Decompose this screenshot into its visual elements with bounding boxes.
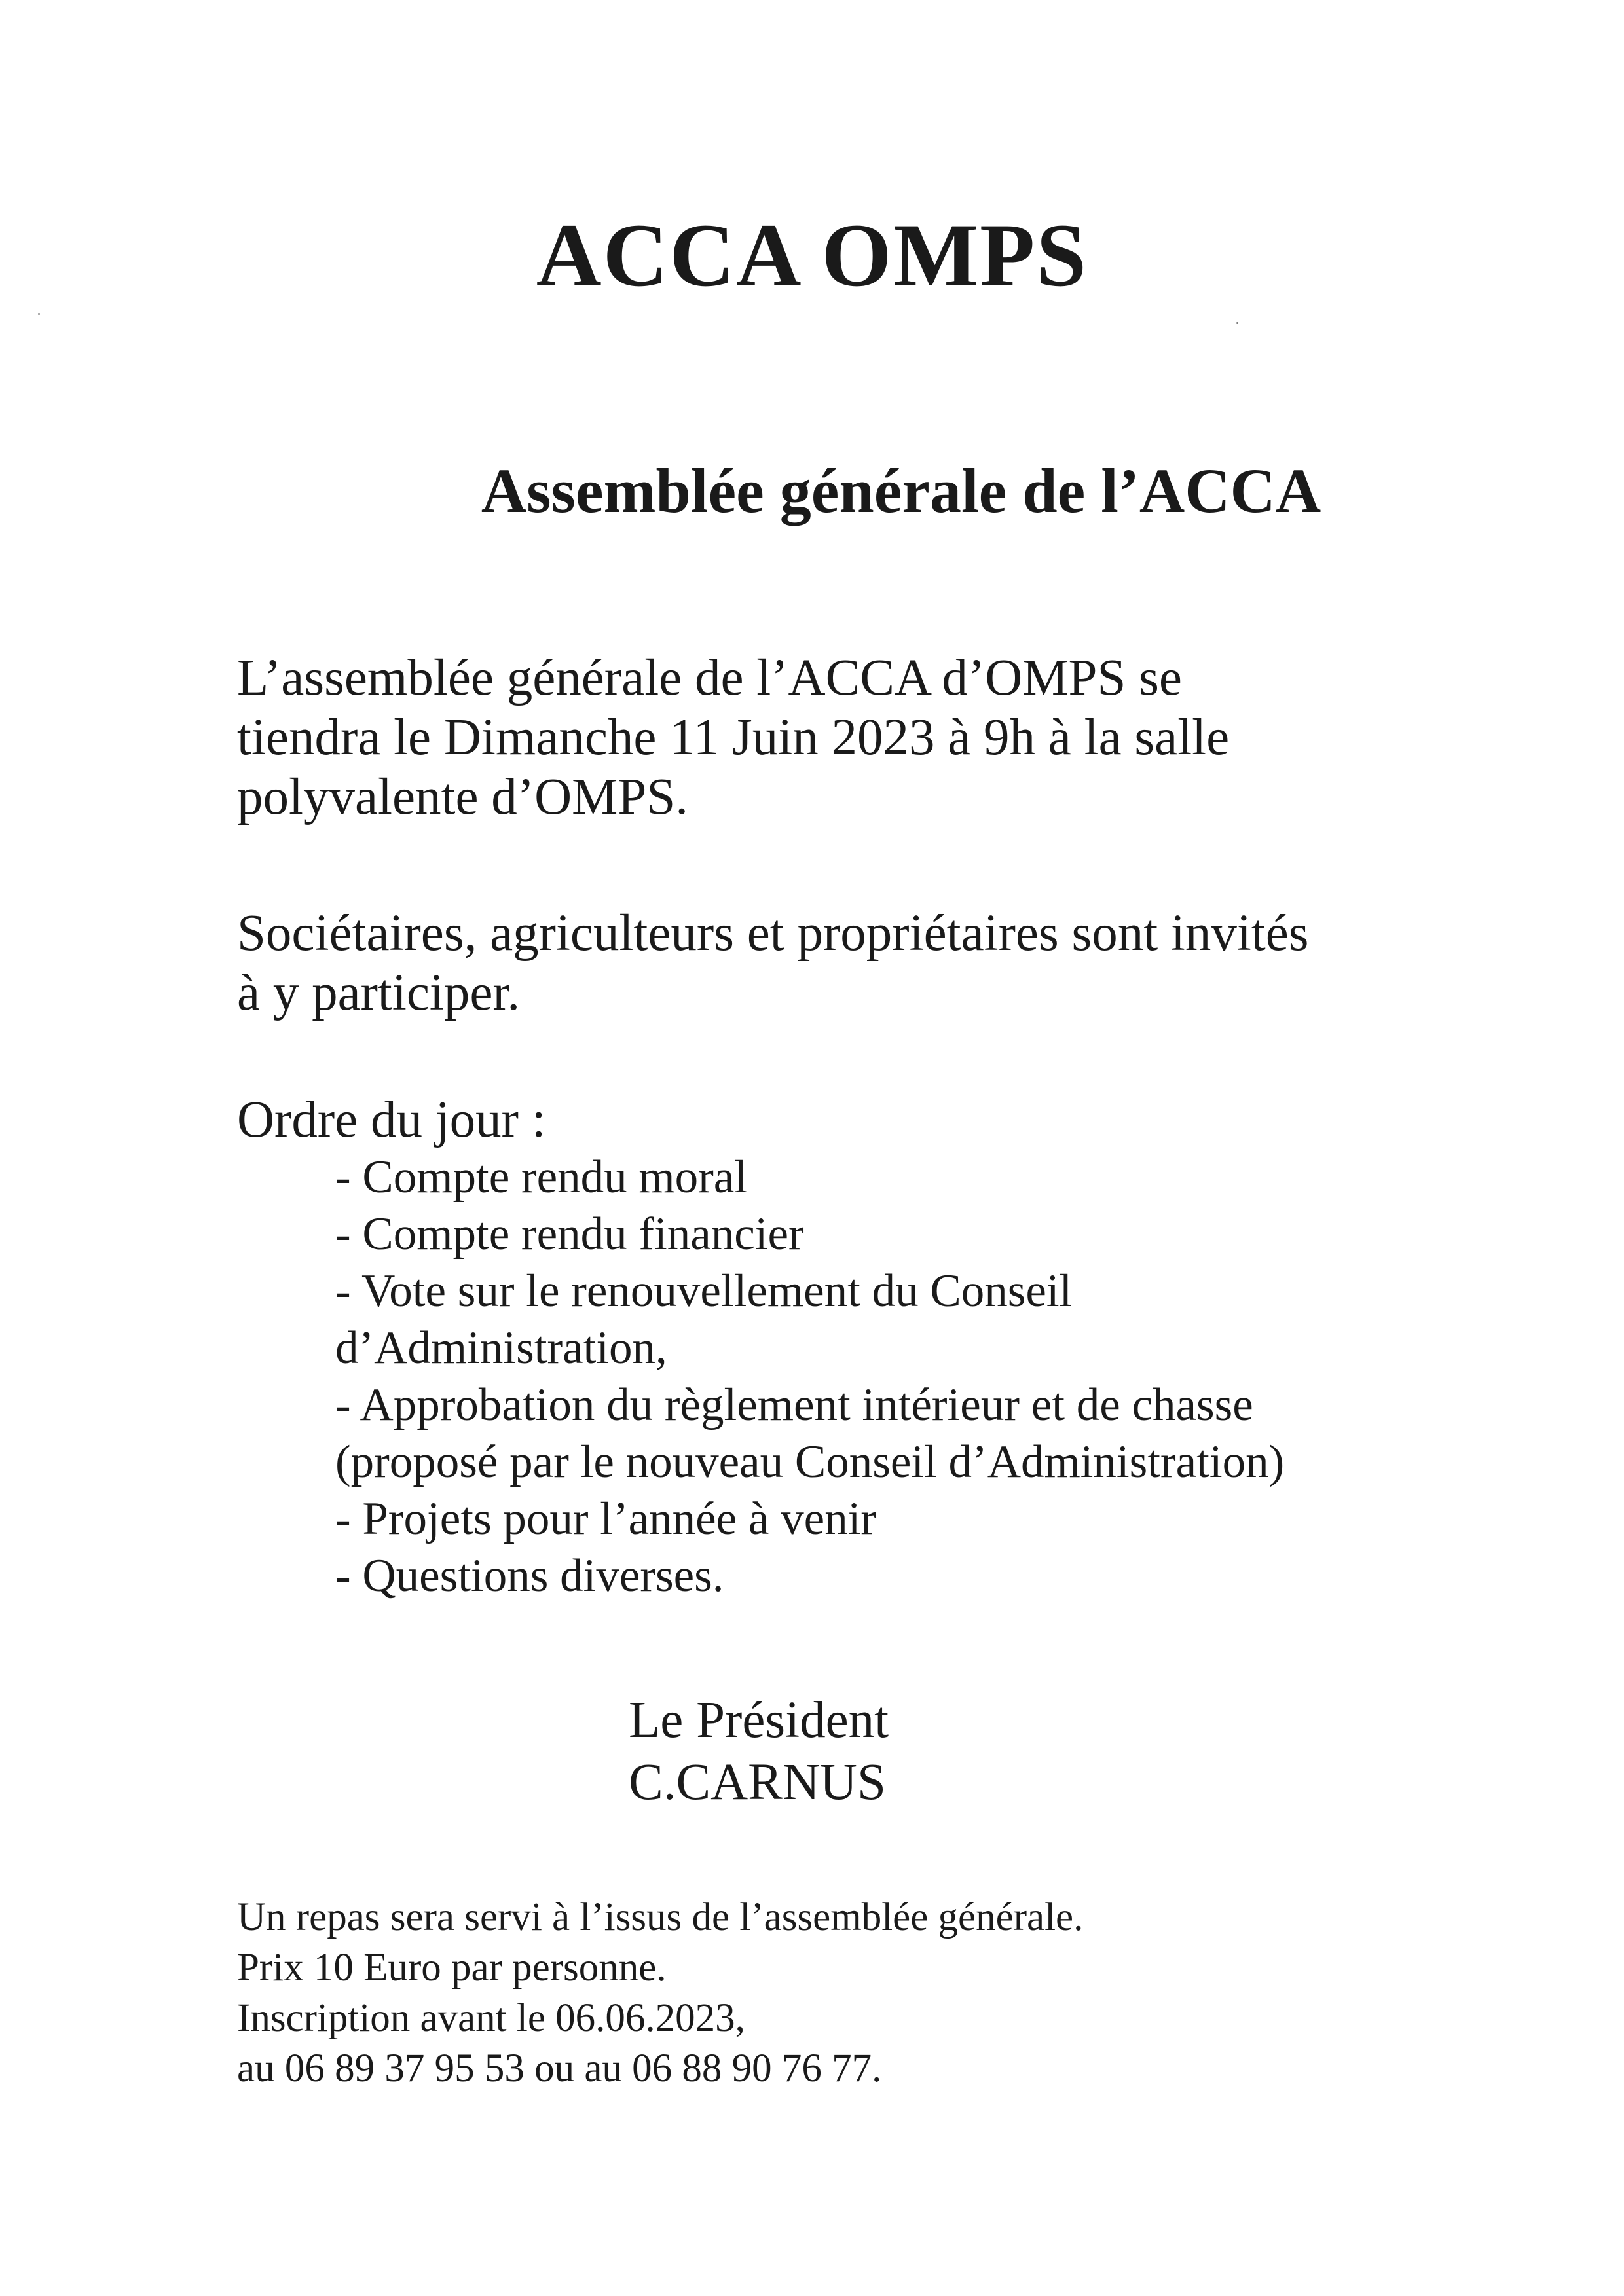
agenda-item: - Approbation du règlement intérieur et de chasse [335,1379,1253,1430]
scan-speck [1236,322,1238,324]
agenda-list [335,1149,1284,1605]
invitation-line: à y participer. [237,964,521,1021]
signature-name: C.CARNUS [629,1754,886,1811]
announcement-line: tiendra le Dimanche 11 Juin 2023 à 9h à la salle [237,709,1230,766]
document-title: ACCA OMPS [536,205,1088,305]
meal-note-line: Inscription avant le 06.06.2023, [237,1996,745,2040]
scan-speck [38,313,40,315]
agenda-item: - Vote sur le renouvellement du Conseil [335,1266,1073,1317]
agenda-item: - Questions diverses. [335,1550,724,1601]
agenda-item: - Compte rendu financier [335,1209,804,1260]
invitation-line: Sociétaires, agriculteurs et propriétaires sont invités [237,905,1309,962]
agenda-title: Ordre du jour : [237,1091,546,1148]
announcement-paragraph [237,648,1229,827]
agenda-item: - Projets pour l’année à venir [335,1493,877,1544]
agenda-item: (proposé par le nouveau Conseil d’Administration) [335,1436,1285,1487]
document-subtitle: Assemblée générale de l’ACCA [481,456,1321,526]
announcement-line: L’assemblée générale de l’ACCA d’OMPS se [237,649,1182,706]
agenda-item: - Compte rendu moral [335,1152,747,1203]
meal-note-line: au 06 89 37 95 53 ou au 06 88 90 76 77. [237,2047,882,2090]
announcement-line: polyvalente d’OMPS. [237,769,689,826]
invitation-paragraph [237,903,1309,1023]
meal-note [237,1892,1083,2094]
agenda-item: d’Administration, [335,1322,667,1374]
meal-note-line: Prix 10 Euro par personne. [237,1946,667,1990]
signature-block [629,1689,889,1813]
signature-role: Le Président [629,1692,889,1749]
meal-note-line: Un repas sera servi à l’issus de l’assemblée générale. [237,1895,1084,1939]
